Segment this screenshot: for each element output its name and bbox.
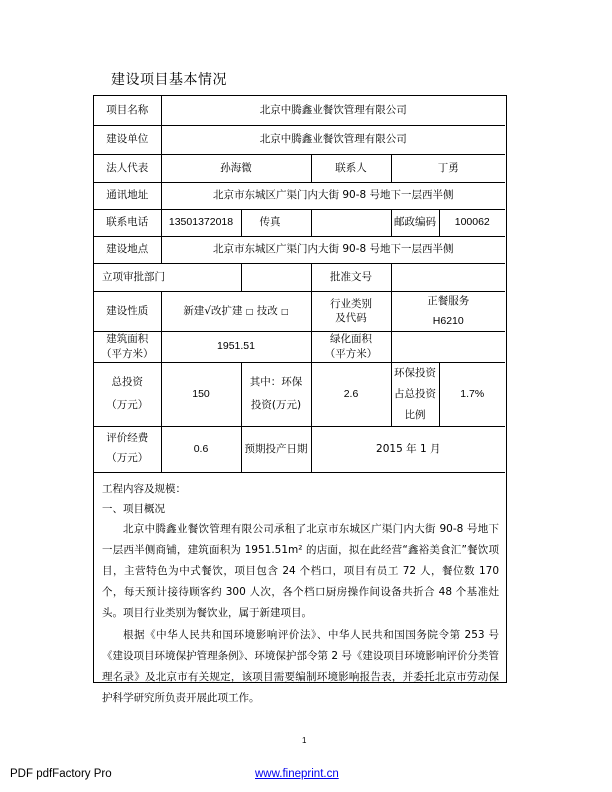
env-ratio-label: 环保投资 占总投资 比例	[391, 362, 439, 426]
total-invest-value: 150	[161, 362, 241, 426]
nature-new-option: 新建	[183, 304, 205, 317]
nature-expand-option: 改扩建	[211, 304, 243, 317]
overview-paragraph: 北京中腾鑫业餐饮管理有限公司承租了北京市东城区广渠门内大街 90-8 号地下一层西半侧商铺，建筑面积为 1951.51m² 的店面，拟在此经营“鑫裕美食汇”餐饮项目，主营特色为中式餐饮，项目包含 24 个档口，项目有员工 72 人，餐位数 170 个，每天预计接待顾客约 300 人次，各个档口厨房操作间设备共折合 48 个基准灶头。项目行业类别为餐饮业，属于新建项目。	[102, 523, 499, 619]
nature-label: 建设性质	[94, 291, 161, 331]
industry-value: 正餐服务 H6210	[391, 291, 505, 331]
footer-brand: PDF pdfFactory Pro	[10, 768, 112, 780]
legal-rep-value: 孙海微	[161, 154, 311, 182]
building-area-value: 1951.51	[161, 331, 311, 362]
building-area-label: 建筑面积 （平方米）	[94, 331, 161, 362]
start-date-label: 预期投产日期	[241, 426, 311, 472]
start-date-value: 2015 年 1 月	[311, 426, 505, 472]
checkbox-icon: □	[281, 306, 289, 316]
total-invest-label: 总投资 （万元）	[94, 362, 161, 426]
builder-label: 建设单位	[94, 125, 161, 154]
approval-dept-label: 立项审批部门	[94, 263, 241, 291]
approval-no-value	[391, 263, 505, 291]
approval-dept-value	[241, 263, 311, 291]
approval-no-label: 批准文号	[311, 263, 391, 291]
contact-value: 丁勇	[391, 154, 505, 182]
fax-label: 传真	[241, 209, 311, 236]
nature-options	[161, 291, 311, 331]
address-value: 北京市东城区广渠门内大街 90-8 号地下一层西半侧	[161, 182, 505, 209]
env-ratio-value: 1.7%	[439, 362, 505, 426]
contact-label: 联系人	[311, 154, 391, 182]
basis-paragraph: 根据《中华人民共和国环境影响评价法》、中华人民共和国国务院令第 253 号《建设项目环境保护管理条例》、环境保护部令第 2 号《建设项目环境影响评价分类管理名录》及北京市有关规定，该项目需要编制环境影响报告表，并委托北京市劳动保护科学研究所负责开展此项工作。	[102, 629, 499, 704]
content-heading: 工程内容及规模：	[102, 483, 186, 495]
env-invest-value: 2.6	[311, 362, 391, 426]
nature-tech-option: 技改	[256, 304, 278, 317]
industry-label: 行业类别 及代码	[311, 291, 391, 331]
eval-fee-value: 0.6	[161, 426, 241, 472]
basic-info-table	[94, 96, 505, 473]
site-value: 北京市东城区广渠门内大街 90-8 号地下一层西半侧	[161, 236, 505, 263]
builder-value: 北京中腾鑫业餐饮管理有限公司	[161, 125, 505, 154]
green-area-value	[391, 331, 505, 362]
legal-rep-label: 法人代表	[94, 154, 161, 182]
env-invest-label: 其中：环保 投资(万元)	[241, 362, 311, 426]
project-name-value: 北京中腾鑫业餐饮管理有限公司	[161, 96, 505, 125]
fax-value	[311, 209, 391, 236]
address-label: 通讯地址	[94, 182, 161, 209]
info-form	[93, 95, 507, 704]
checkbox-icon: □	[245, 306, 254, 316]
footer-link[interactable]: www.fineprint.cn	[255, 768, 339, 780]
page-title: 建设项目基本情况	[111, 72, 227, 88]
postcode-value: 100062	[439, 209, 505, 236]
eval-fee-label: 评价经费 （万元）	[94, 426, 161, 472]
page-number: 1	[302, 736, 307, 745]
section-heading: 一、项目概况	[102, 503, 165, 515]
green-area-label: 绿化面积 （平方米）	[311, 331, 391, 362]
phone-label: 联系电话	[94, 209, 161, 236]
phone-value: 13501372018	[161, 209, 241, 236]
site-label: 建设地点	[94, 236, 161, 263]
project-name-label: 项目名称	[94, 96, 161, 125]
postcode-label: 邮政编码	[391, 209, 439, 236]
check-mark-icon: √	[204, 304, 212, 317]
